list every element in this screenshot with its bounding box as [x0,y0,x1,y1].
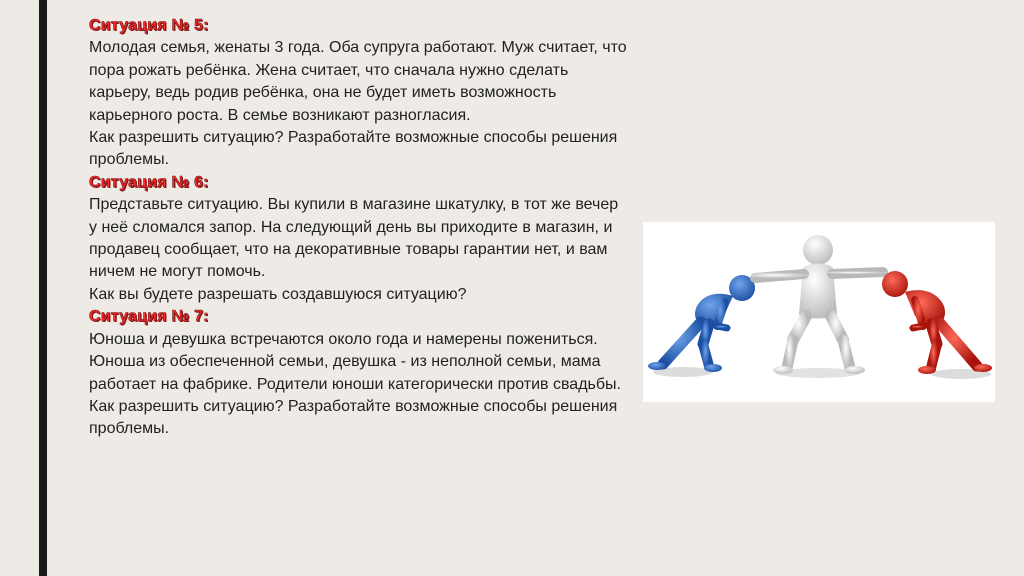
red-figure [882,271,992,374]
situation-7 [89,306,629,440]
situation-description: Юноша и девушка встречаются около года и намерены пожениться. Юноша из обеспеченной семьи, девушка - из неполной семьи, мама работает на фабрике. Родители юноши категорически против свадьбы. [89,330,621,393]
situation-description: Молодая семья, женаты 3 года. Оба супруга работают. Муж считает, что пора рожать ребёнка. Жена считает, что сначала нужно сделать карьеру, ведь родив ребёнка, она не будет иметь возможность карьерного роста. В семье возникают разногласия. [89,39,627,124]
conflict-illustration [643,222,995,402]
situation-6 [89,172,629,306]
situation-question: Как разрешить ситуацию? Разработайте возможные способы решения проблемы. [89,129,618,169]
conflict-mediation-figures-icon [643,222,995,402]
situation-description: Представьте ситуацию. Вы купили в магазине шкатулку, в тот же вечер у неё сломался запор. На следующий день вы приходите в магазин, и продавец сообщает, что на декоративные товары гарантии нет, и вам ничем не могут помочь. [89,196,619,281]
situation-question: Как разрешить ситуацию? Разработайте возможные способы решения проблемы. [89,397,618,438]
situation-question: Как вы будете разрешать создавшуюся ситуацию? [89,285,467,303]
blue-figure [648,275,755,372]
situation-heading: Ситуация № 7: [89,308,209,326]
situation-heading: Ситуация № 6: [89,173,209,191]
white-figure [755,235,883,374]
left-accent-bar [39,0,47,576]
slide-text [89,15,629,441]
situation-heading: Ситуация № 5: [89,17,209,34]
situation-5 [89,15,629,172]
